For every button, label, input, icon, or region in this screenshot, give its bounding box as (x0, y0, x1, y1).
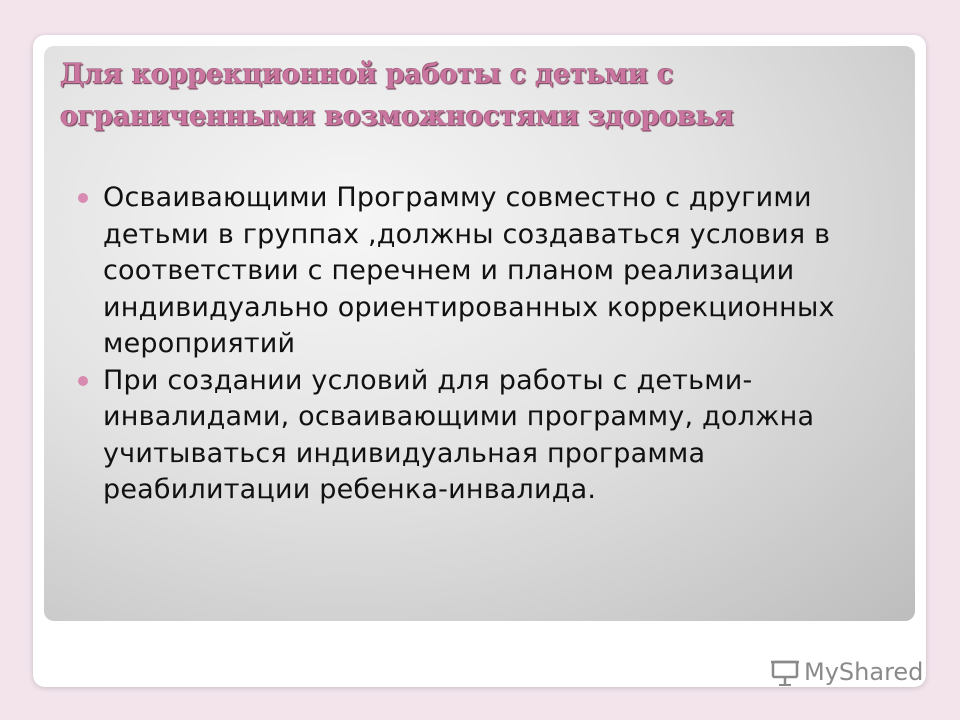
watermark-text: MyShared (804, 658, 924, 686)
bullet-item (78, 180, 898, 363)
bullet-list (78, 180, 898, 509)
watermark-logo (770, 654, 923, 690)
bullet-text: При создании условий для работы с детьми-инвалидами, осваивающими программу, должна учитываться индивидуальная программа реабилитации ребенка-инвалида. (103, 364, 815, 505)
bullet-dot-icon (78, 376, 88, 386)
slide-title: Для коррекционной работы с детьми с ограниченными возможностями здоровья (60, 59, 734, 132)
presentation-board-icon (770, 658, 800, 686)
bullet-text: Осваивающими Программу совместно с другими детьми в группах ,должны создаваться условия в соответствии с перечнем и планом реализации индивидуально ориентированных коррекционных мероприятий (103, 182, 835, 359)
bullet-dot-icon (78, 193, 88, 203)
bullet-item (78, 363, 898, 509)
